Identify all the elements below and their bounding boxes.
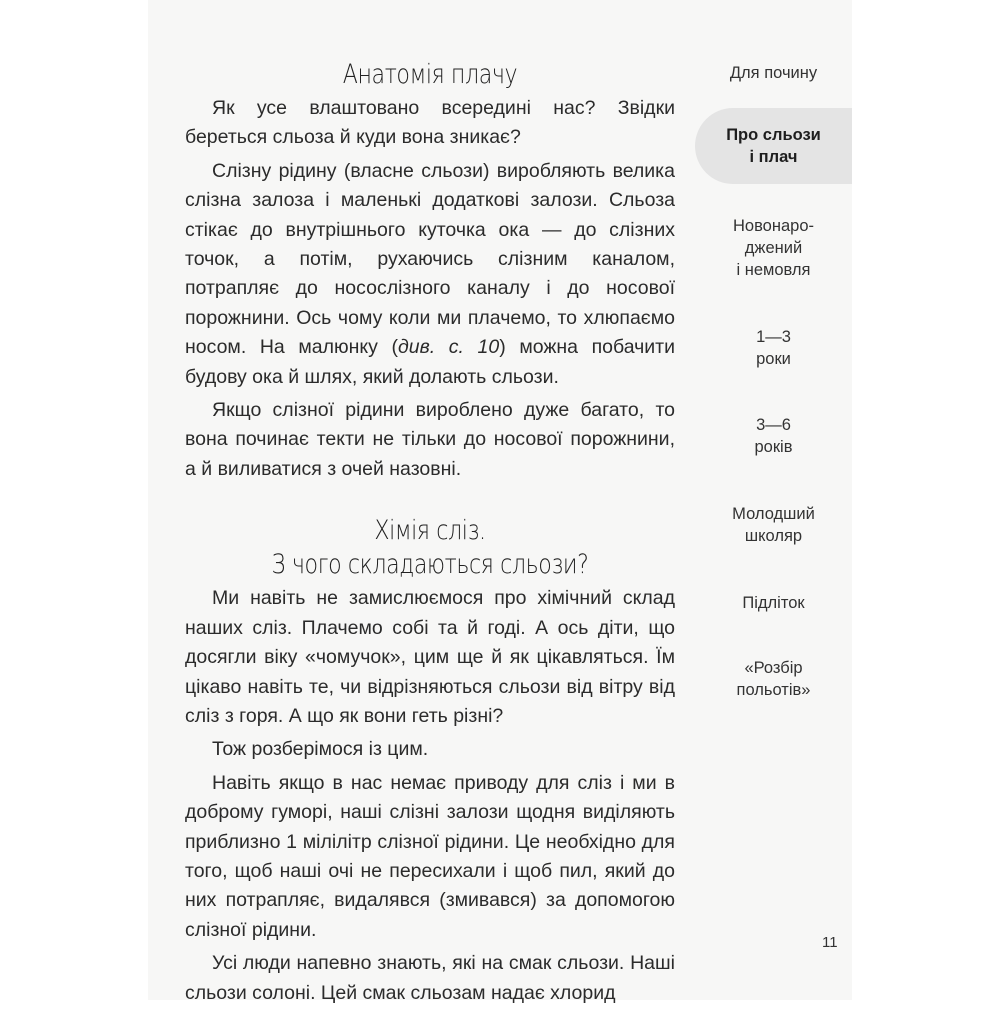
paragraph: Тож розберімося із цим.: [212, 738, 429, 761]
tab-for-start[interactable]: [695, 62, 852, 84]
tab-debriefing[interactable]: [695, 657, 852, 701]
tab-label: школяр: [744, 527, 803, 545]
chapter-tabs-sidebar: [695, 0, 852, 1000]
paragraph: [185, 157, 675, 392]
tab-label: років: [754, 438, 793, 456]
paragraph: Навіть якщо в нас немає приводу для сліз і ми в доброму гуморі, наші слізні залози щодня виділяють приблизно 1 мілілітр слізної рідини. Це необхідно для того, щоб наші очі не пересихали і щоб пил, який до них потрапляє, видалявся (змивався) за допомогою слізної рідини.: [185, 771, 675, 941]
main-text-column: [185, 58, 675, 1012]
paragraph-text: ) можна побачити будову ока й шлях, який долають сльози.: [185, 336, 676, 388]
tab-label: 3—6: [756, 416, 791, 434]
tab-1-3-years[interactable]: [695, 326, 852, 370]
tab-label: роки: [756, 350, 791, 368]
tab-newborn-infant[interactable]: [695, 215, 852, 281]
section-heading-chemistry: [229, 514, 631, 582]
section-heading-anatomy: [229, 58, 631, 92]
page-number: 11: [822, 934, 838, 951]
paragraph: Якщо слізної рідини вироблено дуже багато, то вона починає текти не тільки до носової порожнини, а й виливатися з очей назовні.: [185, 399, 675, 480]
tab-label: і плач: [749, 148, 798, 166]
paragraph: Усі люди напевно знають, які на смак сльози. Наші сльози солоні. Цей смак сльозам надає хлорид: [185, 952, 675, 1004]
page-reference-link[interactable]: див. с. 10: [397, 336, 500, 359]
paragraph: Як усе влаштовано всередині нас? Звідки береться сльоза й куди вона зникає?: [185, 97, 675, 149]
tab-label: Для почину: [729, 64, 818, 82]
heading-line: Хімія сліз.: [374, 515, 486, 547]
tab-label: «Розбір: [744, 659, 803, 677]
heading-line: З чого складаються сльози?: [271, 549, 589, 581]
tab-label: польотів»: [736, 681, 811, 699]
tab-label: джений: [744, 239, 803, 257]
tab-label: і немовля: [736, 261, 811, 279]
tab-junior-schoolchild[interactable]: [695, 503, 852, 547]
tab-label: Новонаро-: [733, 217, 814, 235]
tab-3-6-years[interactable]: [695, 414, 852, 458]
tab-label: Підліток: [742, 594, 805, 612]
tab-label: Про сльози: [726, 126, 821, 144]
tab-tears-and-crying[interactable]: [695, 108, 852, 184]
tab-label: 1—3: [756, 328, 791, 346]
paragraph: Ми навіть не замислюємося про хімічний склад наших сліз. Плачемо собі та й годі. А ось діти, що досягли віку «чомучок», цим ще й як цікавляться. Їм цікаво навіть те, чи відрізняються сльози від вітру від сліз з горя. А що як вони геть різні?: [185, 587, 675, 727]
heading-line: Анатомія плачу: [342, 59, 518, 90]
tab-label: Молодший: [732, 505, 815, 523]
paragraph-text: Слізну рідину (власне сльози) виробляють велика слізна залоза і маленькі додаткові залози. Сльоза стікає до внутрішнього куточка ока — до слізних точок, а потім, рухаючись слізним каналом, потрапляє до носослізного каналу і до носової порожнини. Ось чому коли ми плачемо, то хлюпаємо носом. На малюнку (: [185, 159, 675, 359]
tab-teenager[interactable]: [695, 592, 852, 614]
